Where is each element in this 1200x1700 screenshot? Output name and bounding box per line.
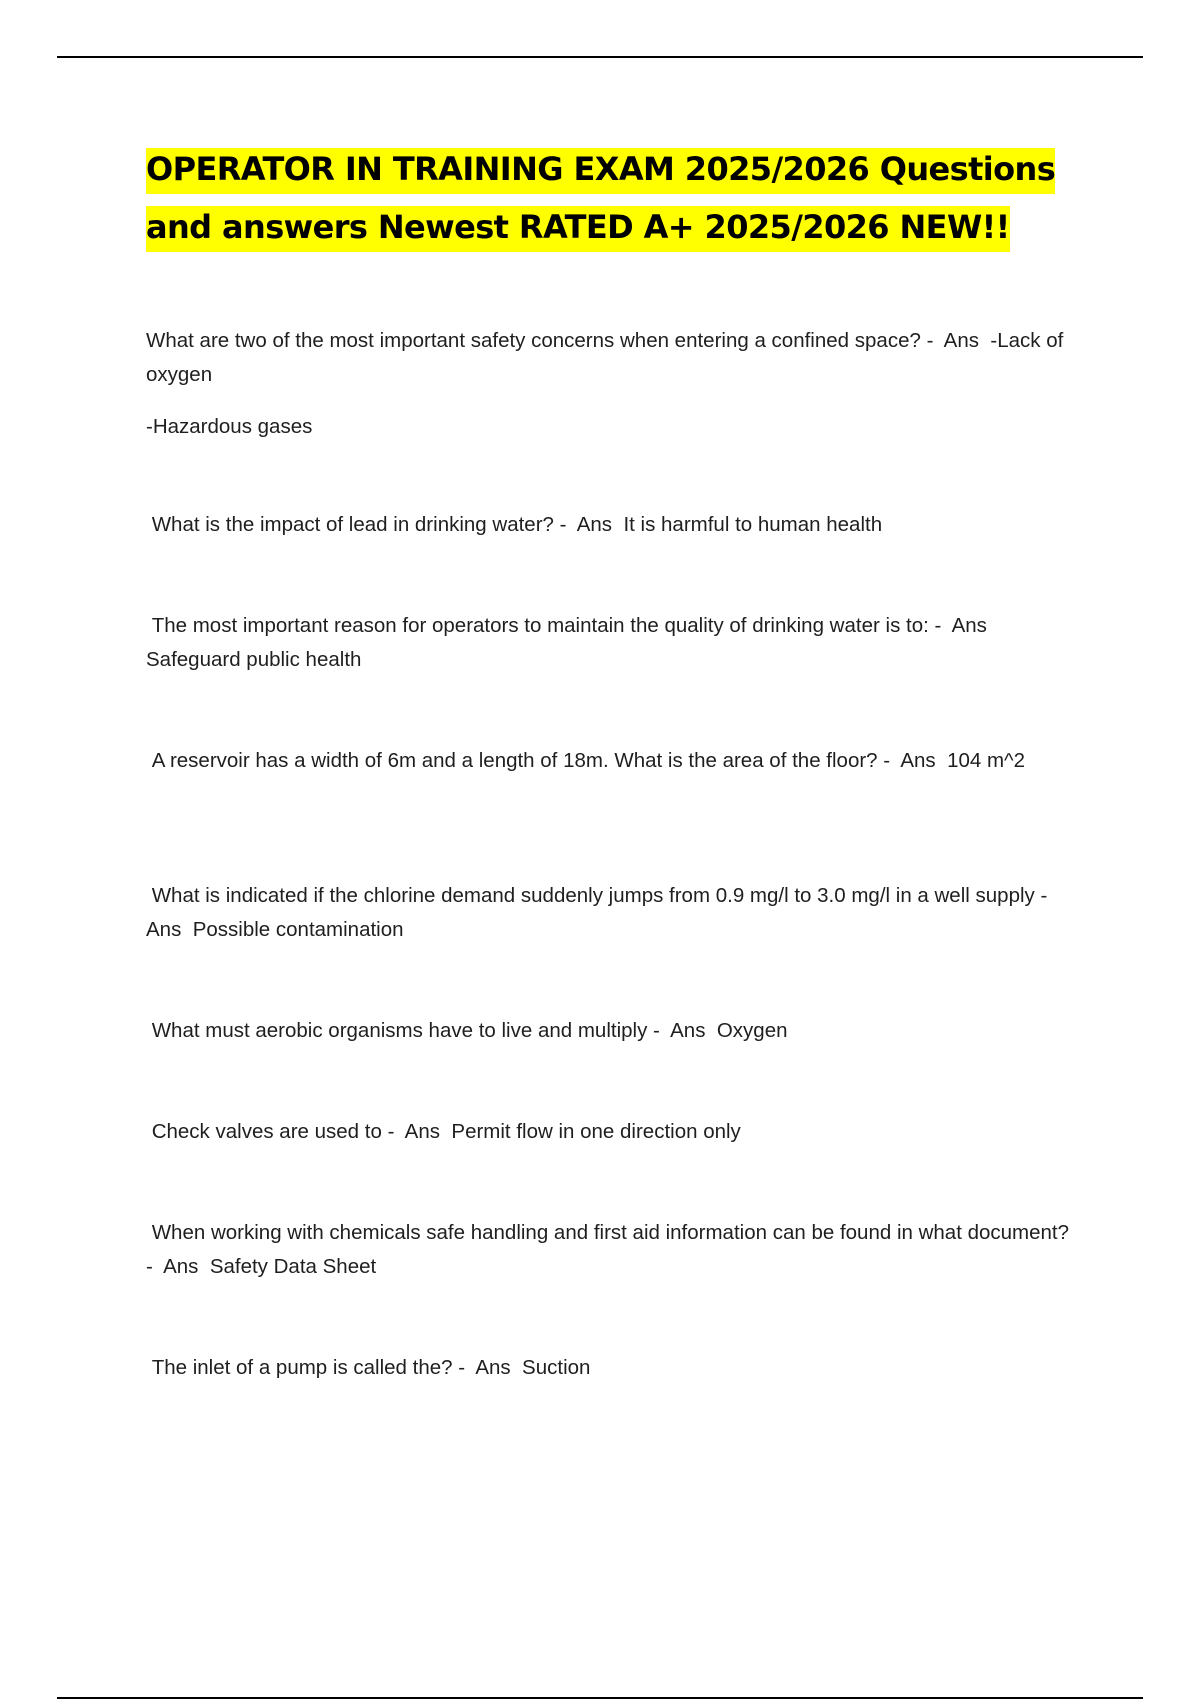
qa-item: [146, 1216, 1076, 1284]
answer-separator: - Ans: [146, 884, 1058, 941]
answer-text: It is harmful to human health: [623, 513, 883, 536]
qa-item: [146, 324, 1076, 392]
question-text: The inlet of a pump is called the?: [146, 1356, 453, 1379]
qa-item: [146, 1014, 1076, 1048]
answer-extra-text: -Hazardous gases: [146, 415, 313, 438]
question-text: The most important reason for operators to maintain the quality of drinking water is to:: [146, 614, 929, 637]
answer-text: Safety Data Sheet: [209, 1255, 377, 1278]
qa-item: [146, 879, 1076, 947]
answer-separator: - Ans: [877, 749, 948, 772]
question-text: What must aerobic organisms have to live and multiply: [146, 1019, 648, 1042]
question-text: Check valves are used to: [146, 1120, 382, 1143]
answer-text: Permit flow in one direction only: [451, 1120, 741, 1143]
answer-text: Oxygen: [716, 1019, 788, 1042]
qa-item: [146, 508, 1076, 542]
answer-separator: - Ans: [928, 614, 999, 637]
qa-item-extra: [146, 410, 1076, 444]
answer-separator: - Ans: [553, 513, 624, 536]
answer-text: 104 m^2: [947, 749, 1026, 772]
answer-text: Suction: [522, 1356, 591, 1379]
question-text: What is the impact of lead in drinking water?: [146, 513, 554, 536]
qa-item: [146, 1115, 1076, 1149]
answer-text: Safeguard public health: [146, 648, 362, 671]
title-highlight: OPERATOR IN TRAINING EXAM 2025/2026 Questions and answers Newest RATED A+ 2025/2026 NEW!!: [146, 148, 1055, 252]
answer-separator: - Ans: [647, 1019, 717, 1042]
qa-item: [146, 1351, 1076, 1385]
answer-text: -Lack of oxygen: [146, 329, 1069, 386]
question-text: What are two of the most important safety concerns when entering a confined space?: [146, 329, 921, 352]
qa-item: [146, 744, 1076, 778]
question-text: A reservoir has a width of 6m and a length of 18m. What is the area of the floor?: [146, 749, 878, 772]
answer-separator: - Ans: [146, 1221, 1075, 1278]
answer-separator: - Ans: [452, 1356, 523, 1379]
answer-text: Possible contamination: [192, 918, 404, 941]
question-text: When working with chemicals safe handling and first aid information can be found in what document?: [146, 1221, 1070, 1244]
bottom-rule: [57, 1697, 1143, 1699]
question-text: What is indicated if the chlorine demand suddenly jumps from 0.9 mg/l to 3.0 mg/l in a well supply: [146, 884, 1035, 907]
qa-item: [146, 609, 1076, 677]
answer-separator: - Ans: [920, 329, 991, 352]
document-title: [146, 140, 1086, 256]
answer-separator: - Ans: [381, 1120, 452, 1143]
top-rule: [57, 56, 1143, 58]
